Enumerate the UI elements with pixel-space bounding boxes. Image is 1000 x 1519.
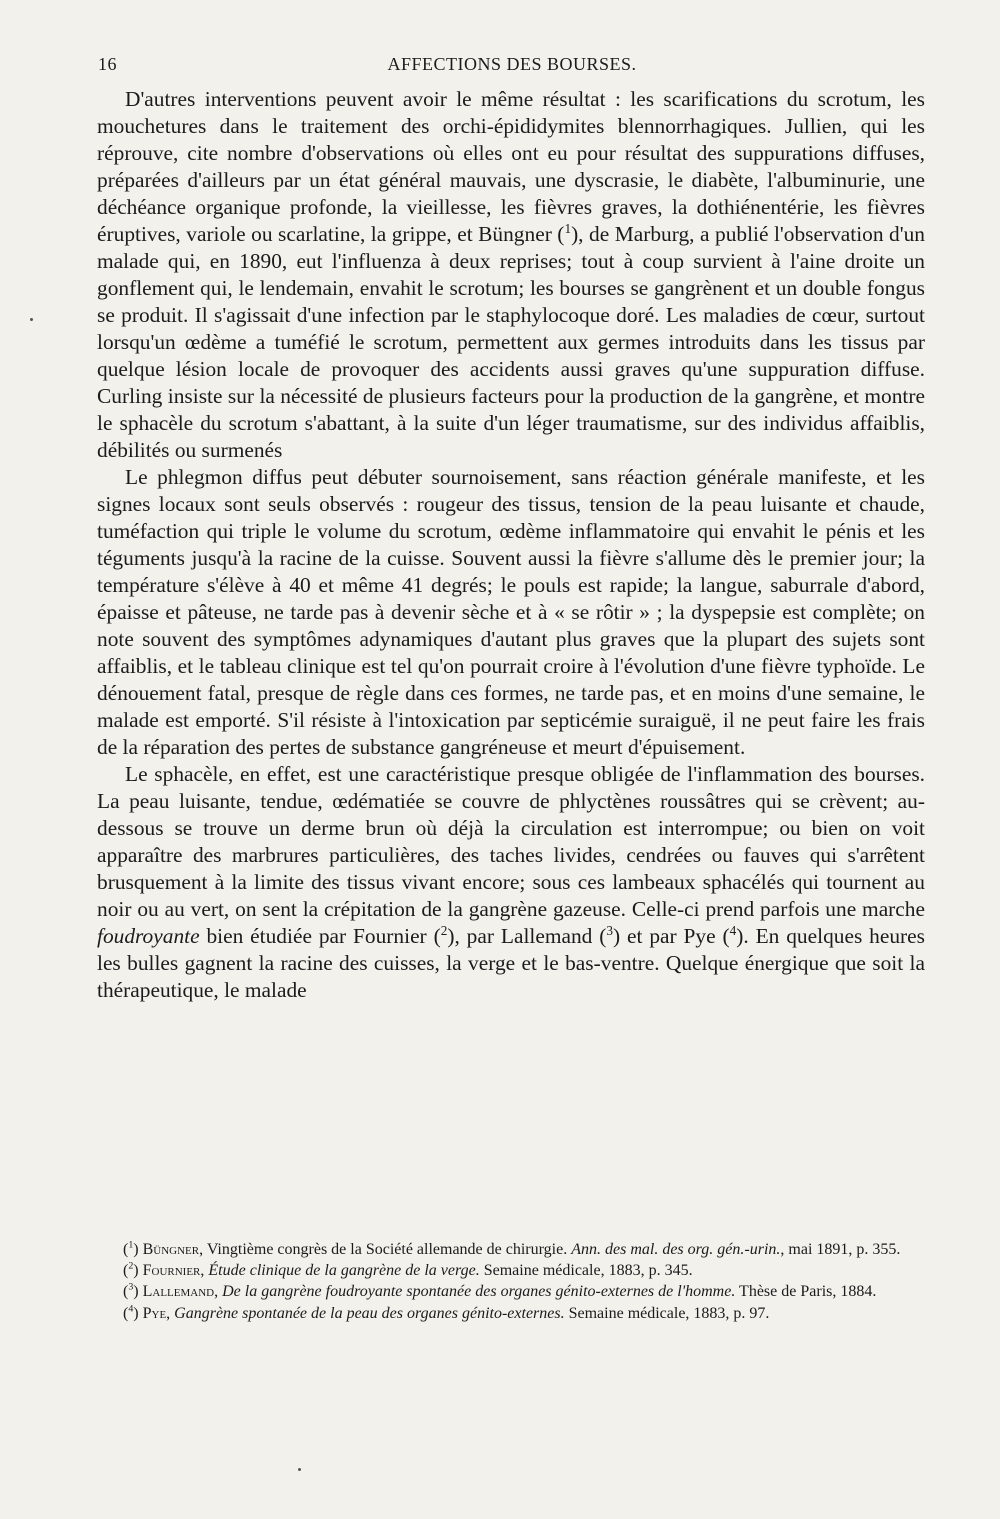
paragraph-3-italic: foudroyante [97,924,200,948]
footnote-text: , [166,1304,175,1322]
paragraph-3-text-e: ). En quelques heures les bulles gagnent la racine des cuisses, la verge et le bas-ventre. Quelque énergique que soit la thérapeutique, le malade [97,924,925,1002]
footnote-2: ($^2$) Fournier, Étude clinique de la gangrène de la verge. Semaine médicale, 1883, p. 345. [123,1260,693,1280]
footnote-italic: De la gangrène foudroyante spontanée des organes génito-externes de l'homme. [222,1283,736,1301]
paragraph-1 [97,86,925,464]
footnote-italic: Étude clinique de la gangrène de la verge. [208,1262,480,1280]
footnote-marker: 2 [128,1260,134,1272]
footnotes [105,1239,925,1324]
footnote-3: ($^3$) Lallemand, De la gangrène foudroyante spontanée des organes génito-externes de l'homme. Thèse de Paris, 1884. [123,1282,877,1301]
footnote-author: Büngner [142,1241,200,1258]
paragraph-3-text-a: Le sphacèle, en effet, est une caractéristique presque obligée de l'inflammation des bourses. La peau luisante, tendue, œdématiée se couvre de phlyctènes roussâtres qui se crèvent; au-dessous se trouve un derme brun où déjà la circulation est interrompue; ou bien on voit apparaître des marbrures particulières, des taches livides, cendrées ou fauves qui s'arrêtent brusquement à la limite des tissus vivant encore; sous ces lambeaux sphacélés qui tournent au noir ou au vert, on sent la crépitation de la gangrène gazeuse. Celle-ci prend parfois une marche [97,762,925,921]
footnote-tail: Semaine médicale, 1883, p. 97. [564,1304,770,1322]
page-number: 16 [98,54,117,74]
footnote-marker: 1 [128,1239,134,1251]
footnote-text: , [214,1283,223,1301]
footnote-ref-4: 4 [729,922,737,938]
footnote-ref-2: 2 [440,922,448,938]
footnote-marker: 3 [128,1282,134,1294]
footnote-italic: Ann. des mal. des org. gén.-urin. [571,1241,781,1258]
paragraph-3-text-d: ) et par Pye ( [612,924,730,948]
body-text [97,86,925,1004]
footnote-text: , [200,1262,209,1280]
footnote-marker: 4 [128,1303,134,1315]
footnote-tail: Semaine médicale, 1883, p. 345. [479,1262,693,1280]
paragraph-3-text-c: ), par Lallemand ( [447,924,607,948]
paper-speck [30,318,33,321]
footnote-4: ($^4$) Pye, Gangrène spontanée de la peau des organes génito-externes. Semaine médicale, 1883, p. 97. [123,1303,770,1322]
footnote-text: , Vingtième congrès de la Société allemande de chirurgie. [199,1241,572,1258]
page-header [98,54,926,80]
running-title: AFFECTIONS DES BOURSES. [387,54,637,74]
paragraph-3-text-b: bien étudiée par Fournier ( [199,924,441,948]
footnote-italic: Gangrène spontanée de la peau des organes génito-externes. [174,1304,565,1322]
footnote-1: ($^1$) Büngner, Vingtième congrès de la Société allemande de chirurgie. Ann. des mal. des org. gén.-urin., mai 1891, p. 355. [123,1239,901,1258]
paragraph-3 [97,761,925,1004]
footnote-ref-3: 3 [606,922,613,938]
footnote-author: Fournier [142,1262,201,1280]
footnote-author: Pye [142,1304,167,1322]
footnote-ref-1: 1 [564,220,572,236]
paper-speck [298,1468,301,1471]
paragraph-1-text-a: D'autres interventions peuvent avoir le même résultat : les scarifications du scrotum, les mouchetures dans le traitement des orchi-épididymites blennorrhagiques. Jullien, qui les réprouve, cite nombre d'observations où elles ont eu pour résultat des suppurations diffuses, préparées d'ailleurs par un état général mauvais, une dyscrasie, le diabète, l'albuminurie, une déchéance organique profonde, la vieillesse, les fièvres graves, la dothiénentérie, les fièvres éruptives, variole ou scarlatine, la grippe, et Büngner ( [97,87,925,246]
footnote-tail: , mai 1891, p. 355. [780,1241,901,1258]
footnote-tail: Thèse de Paris, 1884. [735,1283,877,1301]
paragraph-1-text-b: ), de Marburg, a publié l'observation d'un malade qui, en 1890, eut l'influenza à deux reprises; tout à coup survient à l'aine droite un gonflement qui, le lendemain, envahit le scrotum; les bourses se gangrènent et un double fongus se produit. Il s'agissait d'une infection par le staphylocoque doré. Les maladies de cœur, surtout lorsqu'un œdème a tuméfié le scrotum, permettent aux germes introduits dans les tissus par quelque lésion locale de provoquer des accidents aussi graves qu'une suppuration diffuse. Curling insiste sur la nécessité de plusieurs facteurs pour la production de la gangrène, et montre le sphacèle du scrotum s'abattant, à la suite d'un léger traumatisme, sur des individus affaiblis, débilités ou surmenés [97,222,925,462]
footnote-author: Lallemand [142,1283,215,1301]
paragraph-2: Le phlegmon diffus peut débuter sournoisement, sans réaction générale manifeste, et les signes locaux sont seuls observés : rougeur des tissus, tension de la peau luisante et chaude, tuméfaction qui triple le volume du scrotum, œdème inflammatoire qui envahit le pénis et les téguments jusqu'à la racine de la cuisse. Souvent aussi la fièvre s'allume dès le premier jour; la température s'élève à 40 et même 41 degrés; le pouls est rapide; la langue, saburrale d'abord, épaisse et pâteuse, ne tarde pas à devenir sèche et à « se rôtir » ; la dyspepsie est complète; on note souvent des symptômes adynamiques d'autant plus graves que la plupart des sujets sont affaiblis, et le tableau clinique est tel qu'on pourrait croire à l'évolution d'une fièvre typhoïde. Le dénouement fatal, presque de règle dans ces formes, ne tarde pas, et en moins d'une semaine, le malade est emporté. S'il résiste à l'intoxication par septicémie suraiguë, il ne peut faire les frais de la réparation des pertes de substance gangréneuse et meurt d'épuisement. [97,465,925,759]
